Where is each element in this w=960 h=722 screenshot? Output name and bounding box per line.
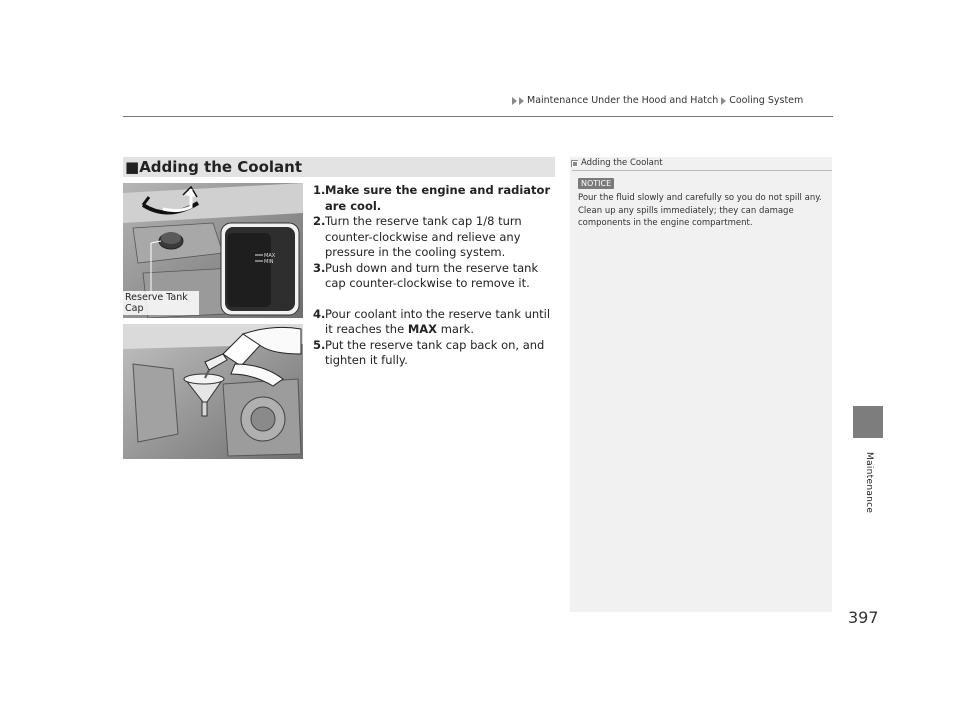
step-5 xyxy=(313,338,558,369)
step-4 xyxy=(313,307,558,338)
header-rule xyxy=(123,116,833,117)
chapter-tab[interactable] xyxy=(853,406,883,438)
breadcrumb-arrow-icon xyxy=(519,97,524,105)
step-number: 5. xyxy=(313,337,326,352)
procedure-steps xyxy=(313,183,558,369)
reserve-tank-figure xyxy=(123,183,303,318)
step-1 xyxy=(313,183,558,214)
step-3 xyxy=(313,261,558,292)
step-2 xyxy=(313,214,558,261)
side-note-title[interactable]: Adding the Coolant xyxy=(581,158,663,168)
step-text: Make sure the engine and radiator are cool. xyxy=(325,183,551,213)
breadcrumb-item-topic[interactable]: Cooling System xyxy=(729,95,804,106)
reserve-tank-cap-label: Reserve Tank Cap xyxy=(123,291,199,315)
breadcrumb-arrow-icon xyxy=(721,97,726,105)
reference-icon xyxy=(571,160,578,167)
gauge-max-label: MAX xyxy=(264,253,276,259)
pouring-illustration xyxy=(123,324,303,459)
step-number: 3. xyxy=(313,260,326,275)
step-text xyxy=(325,307,558,338)
step-text: Push down and turn the reserve tank cap counter-clockwise to remove it. xyxy=(325,260,539,290)
breadcrumb-item-section[interactable]: Maintenance Under the Hood and Hatch xyxy=(527,95,719,106)
chapter-label: Maintenance xyxy=(864,452,874,514)
step-number: 4. xyxy=(313,306,326,321)
step-text-part: mark. xyxy=(437,322,474,336)
section-bullet-icon: ■ xyxy=(125,158,140,176)
side-note-text: Pour the fluid slowly and carefully so you do not spill any. Clean up any spills immediately; they can damage components in the engine compartment. xyxy=(578,193,822,228)
section-title xyxy=(125,158,302,176)
gauge-min-label: MIN xyxy=(264,259,274,265)
pouring-coolant-figure xyxy=(123,324,303,459)
breadcrumb-arrow-icon xyxy=(512,97,517,105)
section-title-text: Adding the Coolant xyxy=(139,158,303,176)
page-number: 397 xyxy=(848,608,879,627)
step-text-part: Pour coolant into the reserve tank until it reaches the xyxy=(325,306,551,336)
step-text: Turn the reserve tank cap 1/8 turn counter-clockwise and relieve any pressure in the cooling system. xyxy=(325,214,522,259)
breadcrumb xyxy=(512,95,803,106)
step-number: 2. xyxy=(313,214,326,228)
step-text: Put the reserve tank cap back on, and tighten it fully. xyxy=(325,337,545,367)
side-note-heading xyxy=(571,158,663,168)
side-note-rule xyxy=(572,170,832,171)
notice-badge: NOTICE xyxy=(578,178,614,189)
step-number: 1. xyxy=(313,183,326,197)
max-mark-text: MAX xyxy=(407,322,438,336)
